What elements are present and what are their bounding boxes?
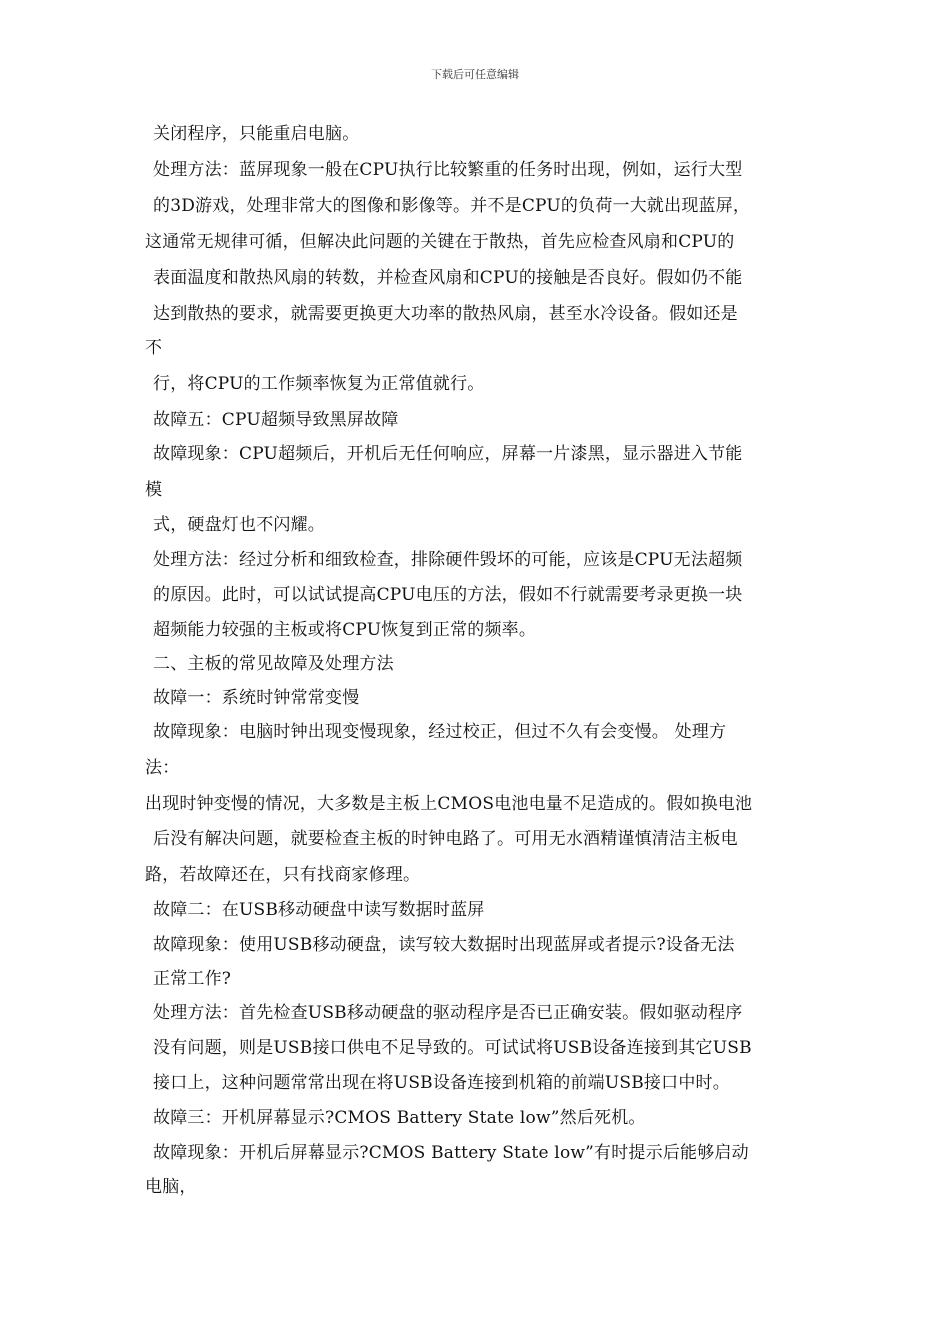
text-line: 的3D游戏，处理非常大的图像和影像等。并不是CPU的负荷一大就出现蓝屏， [153,196,751,216]
text-line: 处理方法：经过分析和细致检查，排除硬件毁坏的可能，应该是CPU无法超频 [153,550,743,570]
text-line: 故障现象：使用USB移动硬盘，读写较大数据时出现蓝屏或者提示?设备无法 [153,935,735,955]
text-line: 故障五：CPU超频导致黑屏故障 [153,410,399,430]
text-line: 故障现象：开机后屏幕显示?CMOS Battery State low”有时提示后能够启动 [153,1143,749,1163]
text-line: 这通常无规律可循，但解决此问题的关键在于散热，首先应检查风扇和CPU的 [145,232,735,252]
text-line: 没有问题，则是USB接口供电不足导致的。可试试将USB设备连接到其它USB [153,1038,752,1058]
text-line: 法： [145,758,180,778]
text-line: 二、主板的常见故障及处理方法 [153,654,394,674]
text-line: 关闭程序，只能重启电脑。 [153,124,360,144]
page-header: 下载后可任意编辑 [431,68,519,81]
text-line: 故障二：在USB移动硬盘中读写数据时蓝屏 [153,900,485,920]
text-line: 接口上，这种问题常常出现在将USB设备连接到机箱的前端USB接口中时。 [153,1073,730,1093]
text-line: 的原因。此时，可以试试提高CPU电压的方法，假如不行就需要考录更换一块 [153,585,743,605]
text-line: 故障现象：CPU超频后，开机后无任何响应，屏幕一片漆黑，显示器进入节能 [153,444,743,464]
text-line: 不 [145,338,163,358]
text-line: 正常工作? [153,969,232,989]
text-line: 故障三：开机屏幕显示?CMOS Battery State low”然后死机。 [153,1108,646,1128]
text-line: 处理方法：首先检查USB移动硬盘的驱动程序是否已正确安装。假如驱动程序 [153,1003,743,1023]
text-line: 模 [145,480,163,500]
text-line: 表面温度和散热风扇的转数，并检查风扇和CPU的接触是否良好。假如仍不能 [153,268,743,288]
text-line: 路，若故障还在，只有找商家修理。 [145,865,421,885]
text-line: 故障现象：电脑时钟出现变慢现象，经过校正，但过不久有会变慢。 处理方 [153,722,727,742]
text-line: 处理方法：蓝屏现象一般在CPU执行比较繁重的任务时出现，例如，运行大型 [153,160,743,180]
text-line: 行，将CPU的工作频率恢复为正常值就行。 [153,374,485,394]
text-line: 电脑， [145,1177,197,1197]
text-line: 超频能力较强的主板或将CPU恢复到正常的频率。 [153,620,537,640]
text-line: 达到散热的要求，就需要更换更大功率的散热风扇，甚至水冷设备。假如还是 [153,304,738,324]
text-line: 故障一：系统时钟常常变慢 [153,688,360,708]
text-line: 出现时钟变慢的情况，大多数是主板上CMOS电池电量不足造成的。假如换电池 [145,794,753,814]
text-line: 式，硬盘灯也不闪耀。 [153,515,325,535]
text-line: 后没有解决问题，就要检查主板的时钟电路了。可用无水酒精谨慎清洁主板电 [153,829,738,849]
